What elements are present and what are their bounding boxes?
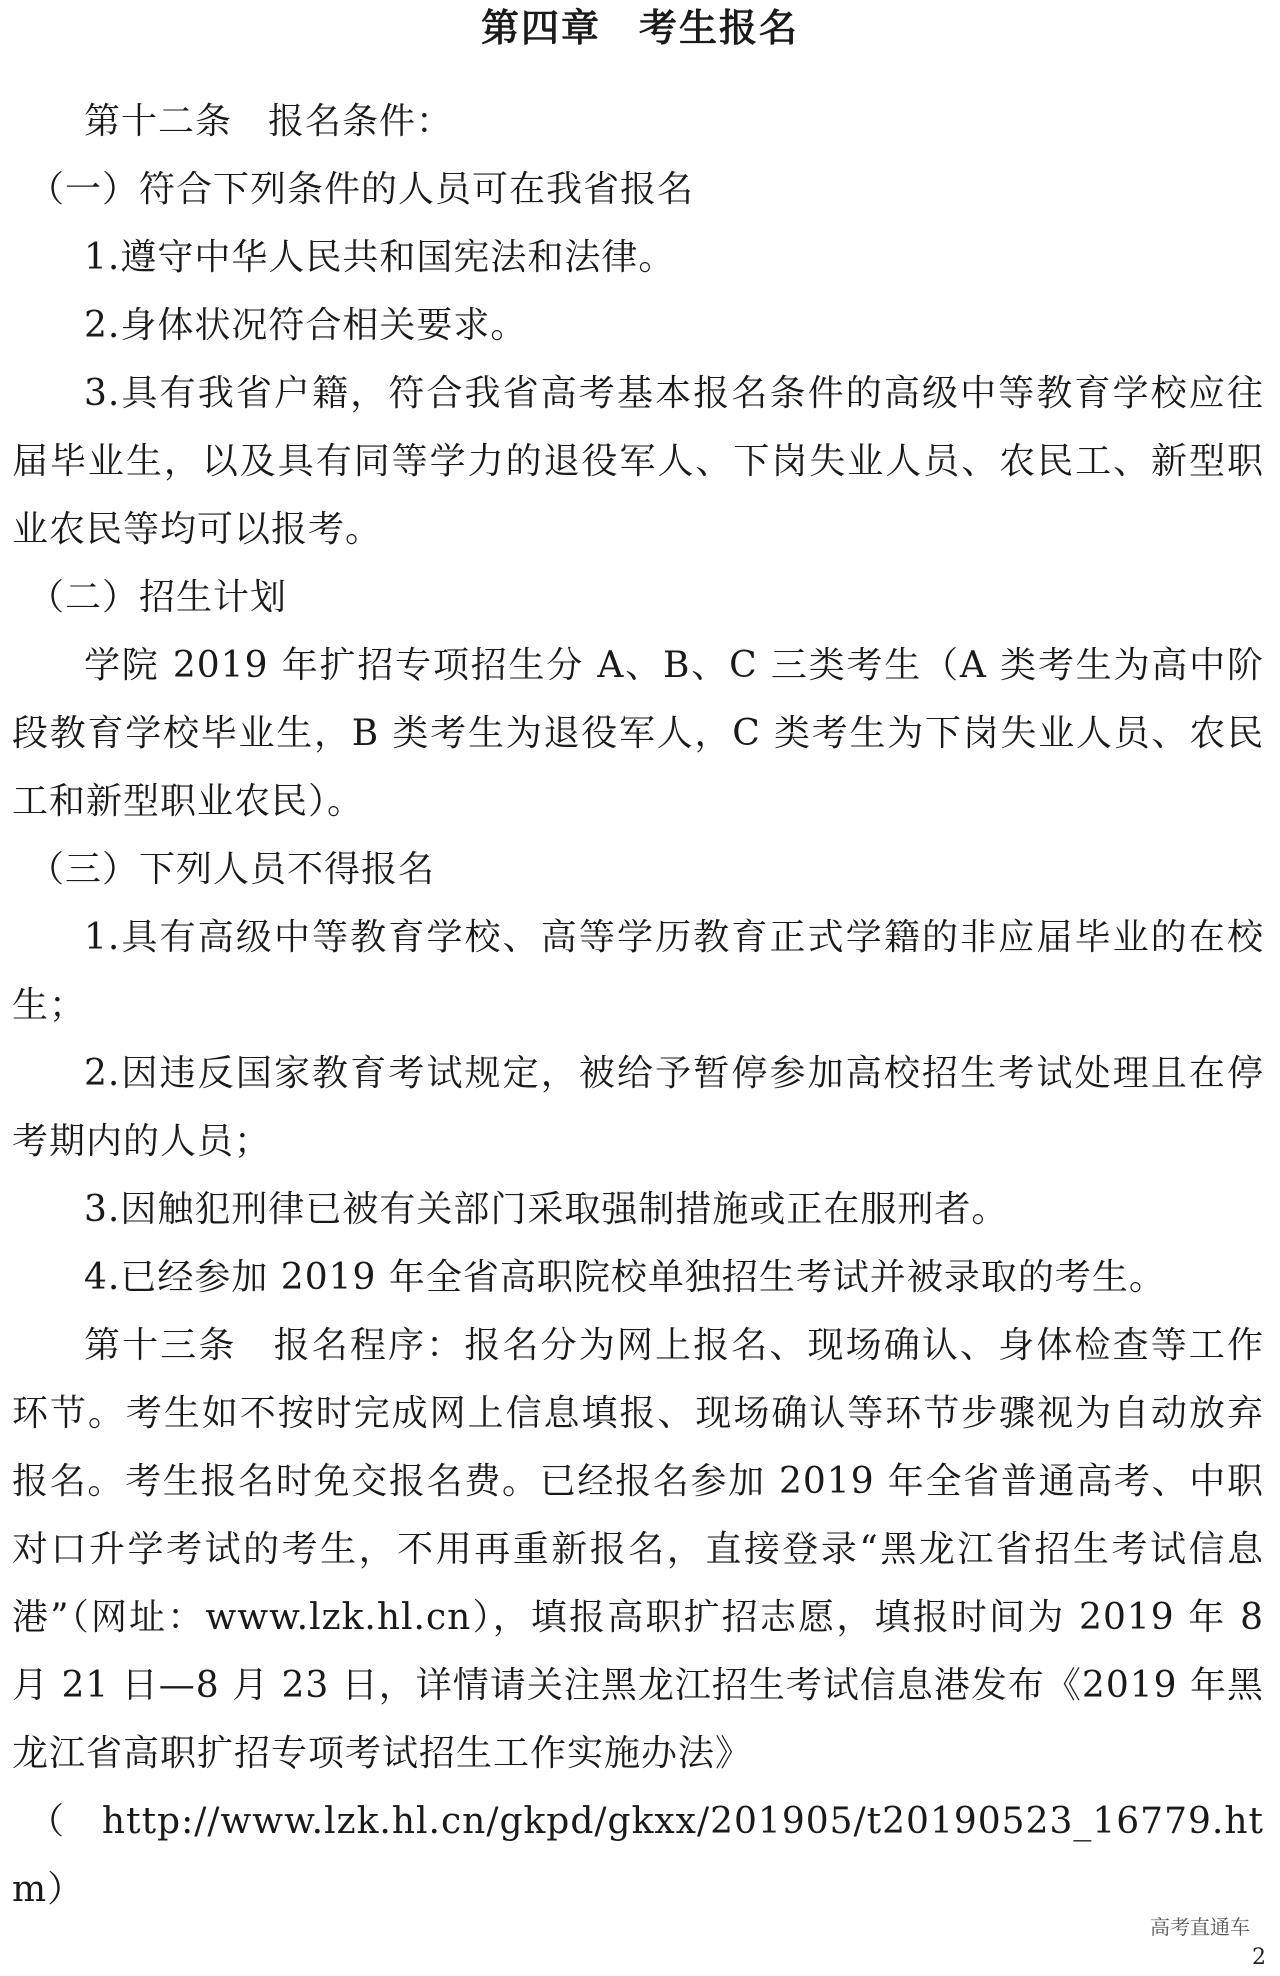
page-number: 2	[1252, 1945, 1266, 1970]
section-3-item: 3.因触犯刑律已被有关部门采取强制措施或正在服刑者。	[84, 1189, 1009, 1230]
article-12-heading	[12, 88, 1264, 156]
section-2-text: 学院 2019 年扩招专项招生分 A、B、C 三类考生（A 类考生为高中阶段教育学校毕业生，B 类考生为退役军人，C 类考生为下岗失业人员、农民工和新型职业农民）。	[12, 645, 1264, 822]
reference-url: （http://www.lzk.hl.cn/gkpd/gkxx/201905/t20190523_16779.htm）	[12, 1801, 1264, 1910]
article-13-text: 报名程序：报名分为网上报名、现场确认、身体检查等工作环节。考生如不按时完成网上信息填报、现场确认等环节步骤视为自动放弃报名。考生报名时免交报名费。已经报名参加 2019 年全省普通高考、中职对口升学考试的考生，不用再重新报名，直接登录“黑龙江省招生考试信息港”（网址：www.lzk.hl.cn），填报高职扩招志愿，填报时间为 2019 年 8 月 21 日—8 月 23 日，详情请关注黑龙江招生考试信息港发布《2019 年黑龙江省高职扩招专项考试招生工作实施办法》	[12, 1325, 1264, 1774]
chapter-name: 考生报名	[639, 6, 800, 50]
section-3-item: 4.已经参加 2019 年全省高职院校单独招生考试并被录取的考生。	[84, 1257, 1166, 1298]
article-number: 第十三条	[84, 1325, 237, 1366]
section-3-item: 2.因违反国家教育考试规定，被给予暂停参加高校招生考试处理且在停考期内的人员；	[12, 1053, 1264, 1162]
section-1-item: 2.身体状况符合相关要求。	[84, 305, 528, 346]
section-3-item: 1.具有高级中等教育学校、高等学历教育正式学籍的非应届毕业的在校生；	[12, 917, 1264, 1026]
section-1-item: 1.遵守中华人民共和国宪法和法律。	[84, 237, 676, 278]
document-body	[12, 88, 1264, 1924]
section-1-item: 3.具有我省户籍，符合我省高考基本报名条件的高级中等教育学校应往届毕业生，以及具有同等学力的退役军人、下岗失业人员、农民工、新型职业农民等均可以报考。	[12, 373, 1264, 550]
section-3-title: （三）下列人员不得报名	[28, 849, 436, 890]
section-2-title: （二）招生计划	[28, 577, 288, 618]
article-13-paragraph	[12, 1312, 1264, 1788]
footer-watermark: 高考直通车	[1150, 1915, 1250, 1939]
article-number: 第十二条	[84, 101, 233, 142]
chapter-number: 第四章	[480, 6, 601, 50]
chapter-title	[0, 2, 1280, 54]
section-1-title: （一）符合下列条件的人员可在我省报名	[28, 169, 695, 210]
article-title: 报名条件：	[268, 101, 454, 142]
